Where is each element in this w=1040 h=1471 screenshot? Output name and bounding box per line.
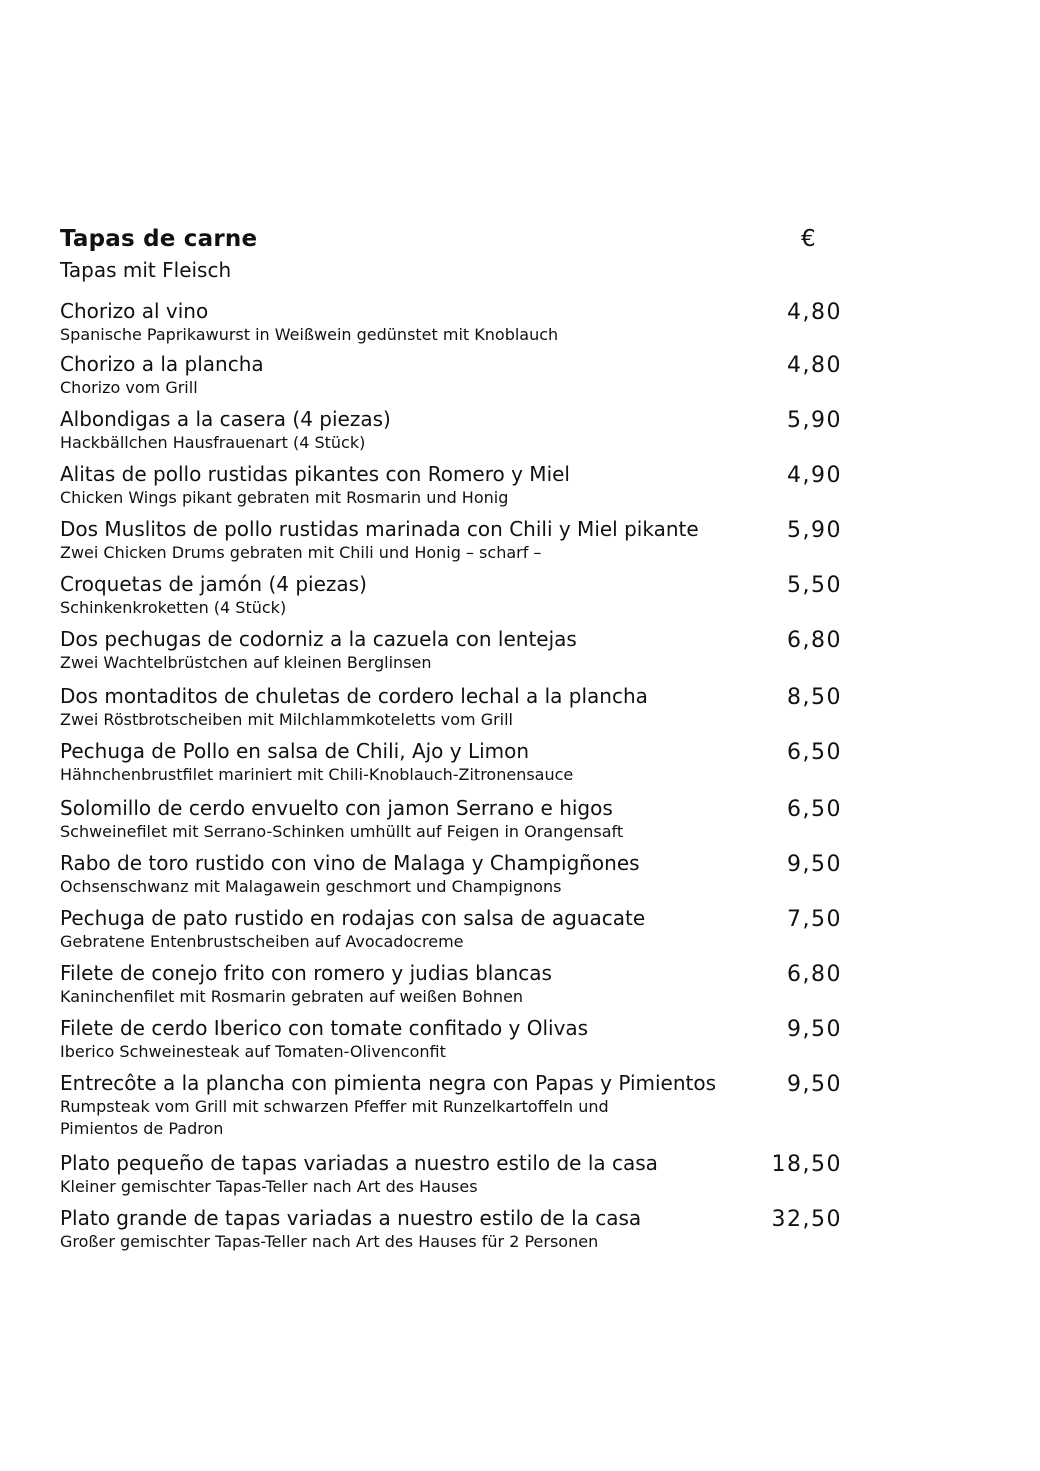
- item-price: 9,50: [787, 1072, 842, 1097]
- item-description: Kleiner gemischter Tapas-Teller nach Art des Hauses: [60, 1177, 478, 1196]
- item-price: 6,80: [787, 628, 842, 653]
- item-description: Ochsenschwanz mit Malagawein geschmort und Champignons: [60, 877, 562, 896]
- item-description: Zwei Wachtelbrüstchen auf kleinen Berglinsen: [60, 653, 432, 672]
- menu-item: [60, 406, 850, 454]
- item-price: 5,90: [787, 408, 842, 433]
- item-description: Großer gemischter Tapas-Teller nach Art des Hauses für 2 Personen: [60, 1232, 599, 1251]
- menu-item: [60, 795, 850, 843]
- item-price: 32,50: [771, 1207, 842, 1232]
- currency-symbol: €: [801, 226, 816, 252]
- item-name: Rabo de toro rustido con vino de Malaga y Champigñones: [60, 851, 640, 875]
- item-price: 5,90: [787, 518, 842, 543]
- item-price: 4,80: [787, 300, 842, 325]
- item-description: Chorizo vom Grill: [60, 378, 198, 397]
- item-name: Pechuga de Pollo en salsa de Chili, Ajo y Limon: [60, 739, 530, 763]
- item-description: Spanische Paprikawurst in Weißwein gedünstet mit Knoblauch: [60, 325, 559, 344]
- item-price: 6,50: [787, 740, 842, 765]
- menu-item: [60, 1015, 850, 1063]
- menu-item: [60, 571, 850, 619]
- item-description: Hackbällchen Hausfrauenart (4 Stück): [60, 433, 366, 452]
- item-name: Croquetas de jamón (4 piezas): [60, 572, 367, 596]
- item-name: Dos montaditos de chuletas de cordero lechal a la plancha: [60, 684, 648, 708]
- menu-item: [60, 738, 850, 786]
- item-name: Albondigas a la casera (4 piezas): [60, 407, 391, 431]
- menu-item: [60, 351, 850, 399]
- item-description: Hähnchenbrustfilet mariniert mit Chili-Knoblauch-Zitronensauce: [60, 765, 574, 784]
- menu-subtitle: Tapas mit Fleisch: [60, 258, 232, 282]
- item-description: Schinkenkroketten (4 Stück): [60, 598, 287, 617]
- item-price: 4,80: [787, 353, 842, 378]
- item-description: Iberico Schweinesteak auf Tomaten-Olivenconfit: [60, 1042, 446, 1061]
- item-name: Solomillo de cerdo envuelto con jamon Serrano e higos: [60, 796, 613, 820]
- menu-item: [60, 1150, 850, 1198]
- item-description: Zwei Röstbrotscheiben mit Milchlammkoteletts vom Grill: [60, 710, 513, 729]
- menu-item: [60, 626, 850, 674]
- menu-item: [60, 850, 850, 898]
- menu-item: [60, 461, 850, 509]
- item-price: 18,50: [771, 1152, 842, 1177]
- item-name: Entrecôte a la plancha con pimienta negra con Papas y Pimientos: [60, 1071, 717, 1095]
- item-price: 4,90: [787, 463, 842, 488]
- item-price: 9,50: [787, 852, 842, 877]
- menu-item: [60, 1070, 850, 1140]
- menu-item: [60, 298, 850, 346]
- item-name: Dos pechugas de codorniz a la cazuela con lentejas: [60, 627, 577, 651]
- item-price: 9,50: [787, 1017, 842, 1042]
- item-description: Gebratene Entenbrustscheiben auf Avocadocreme: [60, 932, 464, 951]
- menu-item: [60, 516, 850, 564]
- menu-item: [60, 1205, 850, 1253]
- item-name: Plato pequeño de tapas variadas a nuestro estilo de la casa: [60, 1151, 658, 1175]
- menu-title: Tapas de carne: [60, 226, 258, 252]
- menu-item: [60, 905, 850, 953]
- item-description: Zwei Chicken Drums gebraten mit Chili und Honig – scharf –: [60, 543, 542, 562]
- item-price: 7,50: [787, 907, 842, 932]
- item-description: Chicken Wings pikant gebraten mit Rosmarin und Honig: [60, 488, 509, 507]
- item-name: Pechuga de pato rustido en rodajas con salsa de aguacate: [60, 906, 646, 930]
- item-name: Alitas de pollo rustidas pikantes con Romero y Miel: [60, 462, 570, 486]
- item-name: Filete de cerdo Iberico con tomate confitado y Olivas: [60, 1016, 589, 1040]
- item-name: Plato grande de tapas variadas a nuestro estilo de la casa: [60, 1206, 642, 1230]
- menu-item: [60, 960, 850, 1008]
- item-name: Dos Muslitos de pollo rustidas marinada con Chili y Miel pikante: [60, 517, 699, 541]
- item-price: 5,50: [787, 573, 842, 598]
- item-price: 6,50: [787, 797, 842, 822]
- item-price: 6,80: [787, 962, 842, 987]
- item-name: Filete de conejo frito con romero y judias blancas: [60, 961, 552, 985]
- item-name: Chorizo al vino: [60, 299, 209, 323]
- item-description: Kaninchenfilet mit Rosmarin gebraten auf weißen Bohnen: [60, 987, 524, 1006]
- menu-item: [60, 683, 850, 731]
- item-description: Schweinefilet mit Serrano-Schinken umhüllt auf Feigen in Orangensaft: [60, 822, 624, 841]
- item-name: Chorizo a la plancha: [60, 352, 264, 376]
- item-price: 8,50: [787, 685, 842, 710]
- item-description: Rumpsteak vom Grill mit schwarzen Pfeffer mit Runzelkartoffeln und Pimientos de Padron: [60, 1097, 609, 1138]
